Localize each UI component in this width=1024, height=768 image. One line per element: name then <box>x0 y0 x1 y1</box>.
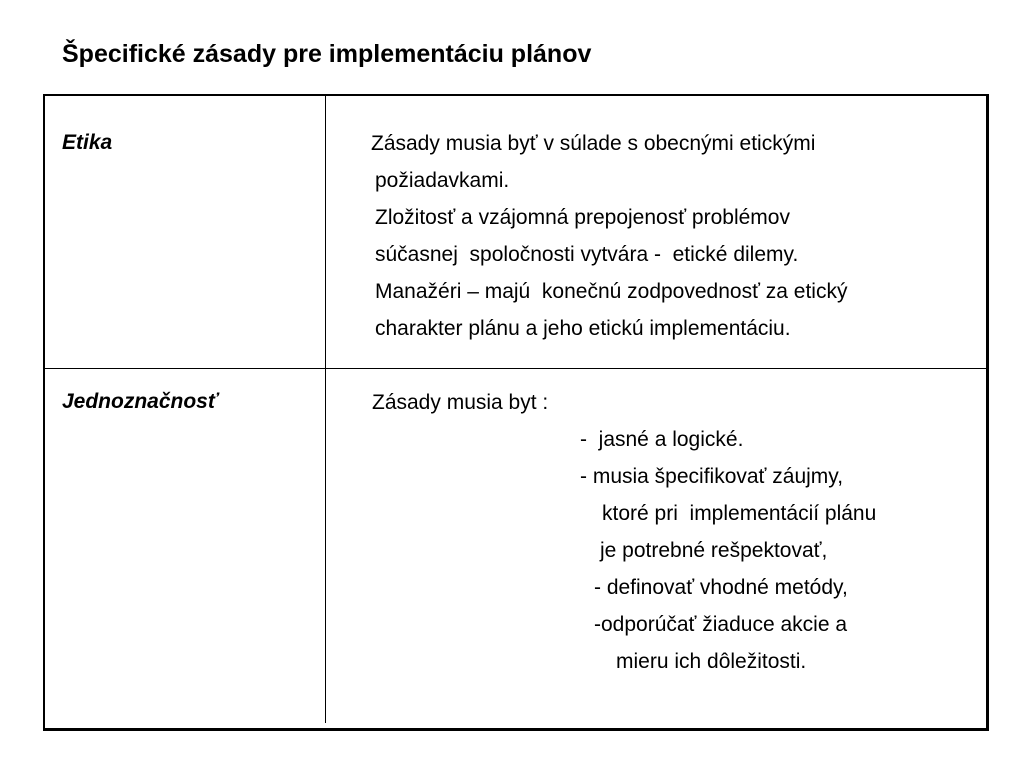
row-etika-line: charakter plánu a jeho etickú implementáciu. <box>375 317 791 340</box>
row-etika-line: Zložitosť a vzájomná prepojenosť problémov <box>375 206 790 229</box>
slide-title: Špecifické zásady pre implementáciu plánov <box>62 40 592 68</box>
row-jednoznacnost-line: - jasné a logické. <box>580 428 744 451</box>
row-label-jednoznacnost: Jednoznačnosť <box>62 390 218 413</box>
row-jednoznacnost-line: - definovať vhodné metódy, <box>594 576 848 599</box>
row-jednoznacnost-line: - musia špecifikovať záujmy, <box>580 465 844 488</box>
row-jednoznacnost-line: je potrebné rešpektovať, <box>600 539 828 562</box>
row-jednoznacnost-line: Zásady musia byt : <box>372 391 549 414</box>
row-jednoznacnost-line: mieru ich dôležitosti. <box>616 650 807 673</box>
row-etika-line: Manažéri – majú konečnú zodpovednosť za etický <box>375 280 848 303</box>
row-label-etika: Etika <box>62 131 113 154</box>
row-jednoznacnost-line: -odporúčať žiaduce akcie a <box>594 613 848 636</box>
row-jednoznacnost-line: ktoré pri implementácií plánu <box>602 502 877 525</box>
row-etika-line: Zásady musia byť v súlade s obecnými etickými <box>371 132 816 155</box>
row-etika-line: súčasnej spoločnosti vytvára - etické dilemy. <box>375 243 799 266</box>
row-divider <box>45 368 986 369</box>
column-divider <box>325 94 326 723</box>
row-etika-line: požiadavkami. <box>375 169 510 192</box>
